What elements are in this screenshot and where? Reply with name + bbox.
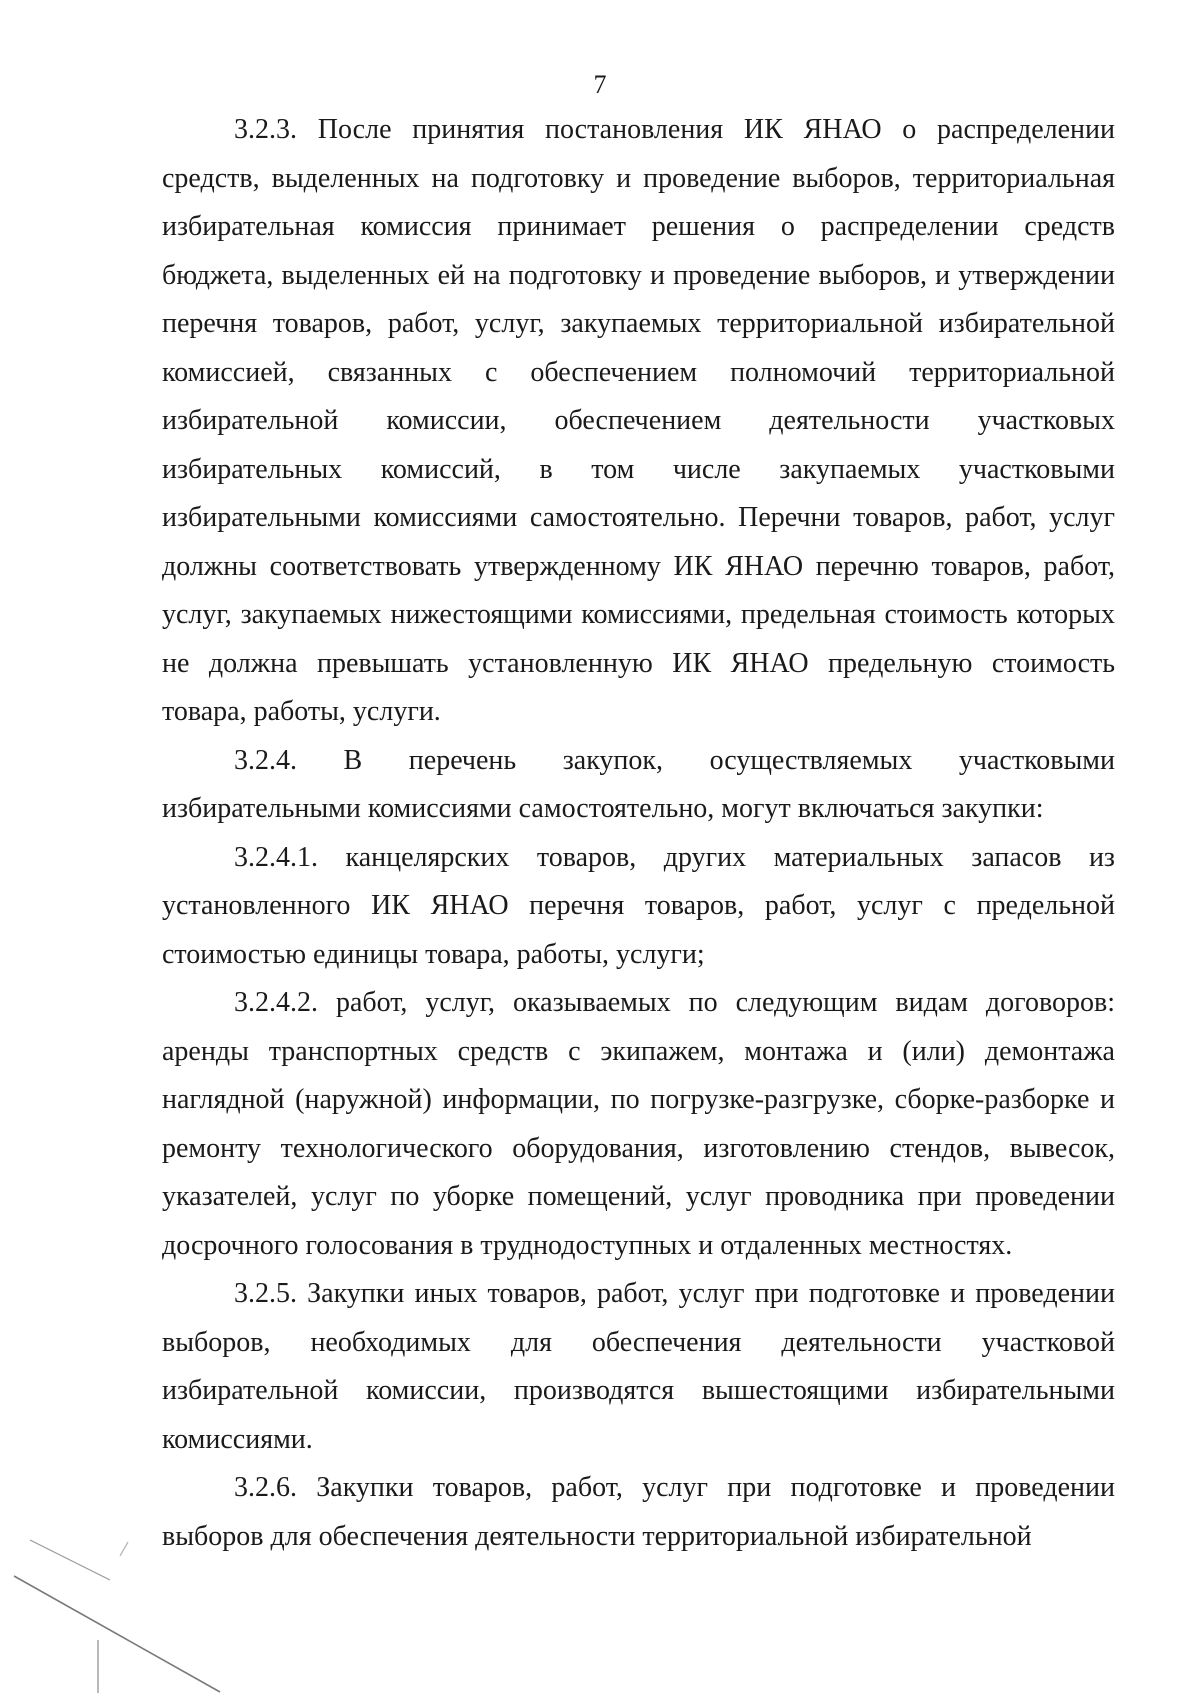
paragraph-3-2-6: 3.2.6. Закупки товаров, работ, услуг при подготовке и проведении выборов для обеспечения деятельности территориальной избирательной [162,1472,1115,1552]
paragraph-3-2-4: 3.2.4. В перечень закупок, осуществляемых участковыми избирательными комиссиями самостоятельно, могут включаться закупки: [162,744,1115,824]
page-number: 7 [593,70,607,99]
scan-line [14,1576,220,1692]
scan-artifact-lines [0,1520,260,1693]
paragraph-3-2-4-2: 3.2.4.2. работ, услуг, оказываемых по следующим видам договоров: аренды транспортных средств с экипажем, монтажа и (или) демонтажа наглядной (наружной) информации, по погрузке-разгрузке, сборке-разборке и ремонту технологического оборудования, изготовлению стендов, вывесок, указателей, услуг по уборке помещений, услуг проводника при проведении досрочного голосования в труднодоступных и отдаленных местностях. [162,987,1115,1261]
paragraph-3-2-3: 3.2.3. После принятия постановления ИК ЯНАО о распределении средств, выделенных на подготовку и проведение выборов, территориальная избирательная комиссия принимает решения о распределении средств бюджета, выделенных ей на подготовку и проведение выборов, и утверждении перечня товаров, работ, услуг, закупаемых территориальной избирательной комиссией, связанных с обеспечением полномочий территориальной избирательной комиссии, обеспечением деятельности участковых избирательных комиссий, в том числе закупаемых участковыми избирательными комиссиями самостоятельно. Перечни товаров, работ, услуг должны соответствовать утвержденному ИК ЯНАО перечню товаров, работ, услуг, закупаемых нижестоящими комиссиями, предельная стоимость которых не должна превышать установленную ИК ЯНАО предельную стоимость товара, работы, услуги. [162,114,1115,727]
paragraph-3-2-5: 3.2.5. Закупки иных товаров, работ, услуг при подготовке и проведении выборов, необходимых для обеспечения деятельности участковой избирательной комиссии, производятся вышестоящими избирательными комиссиями. [162,1278,1115,1455]
scan-line [30,1540,110,1580]
document-body [162,106,1115,1561]
paragraph-3-2-4-1: 3.2.4.1. канцелярских товаров, других материальных запасов из установленного ИК ЯНАО перечня товаров, работ, услуг с предельной стоимостью единицы товара, работы, услуги; [162,841,1115,970]
scan-line [120,1542,128,1556]
